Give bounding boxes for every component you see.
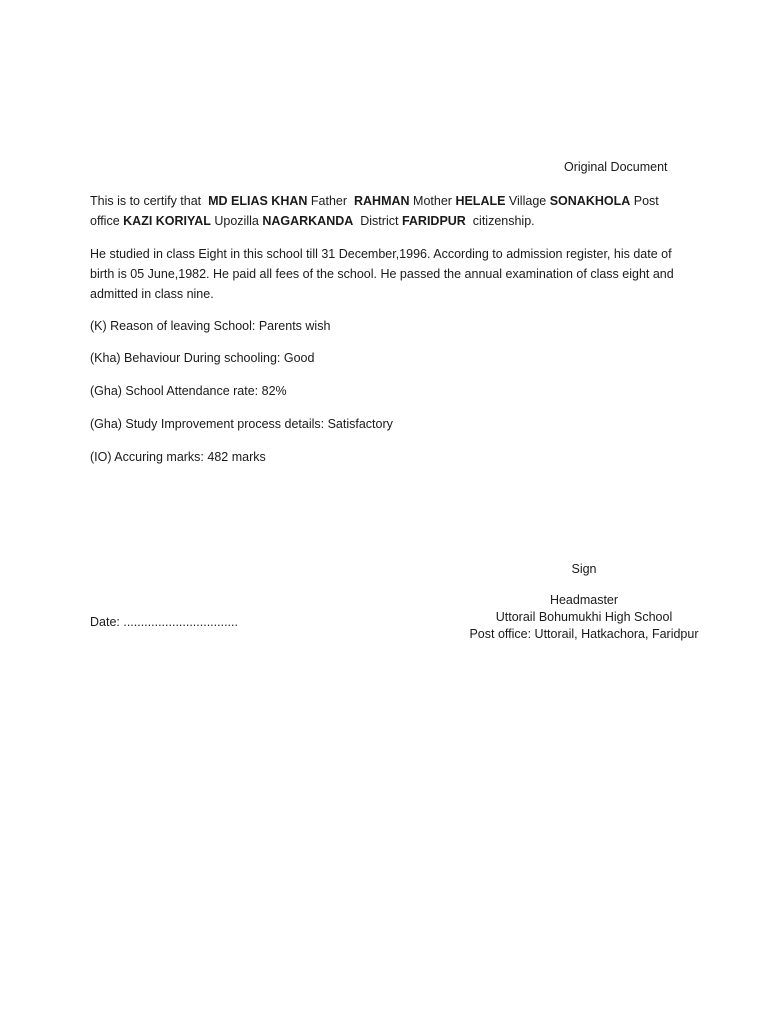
father-name: RAHMAN (354, 194, 410, 208)
study-paragraph: He studied in class Eight in this school till 31 December,1996. According to admission register, his date of birth is 05 June,1982. He paid all fees of the school. He passed the annual examination of class eight and admitted in class nine. (90, 247, 674, 301)
post-office-name: KAZI KORIYAL (123, 214, 211, 228)
mother-label: Mother (413, 194, 452, 208)
district-label: District (360, 214, 399, 228)
detail-behaviour: (Kha) Behaviour During schooling: Good (90, 351, 315, 365)
village-label: Village (508, 194, 547, 208)
date-line: Date: ................................. (90, 615, 238, 629)
post-office-label: Post office (90, 194, 659, 228)
district-name: FARIDPUR (401, 214, 466, 228)
citizenship-text: citizenship. (472, 214, 535, 228)
headmaster-title: Headmaster (549, 593, 619, 607)
certify-intro: This is to certify that (90, 194, 202, 208)
school-address: Post office: Uttorail, Hatkachora, Faridpur (469, 627, 699, 641)
student-name: MD ELIAS KHAN (208, 194, 308, 208)
father-label: Father (310, 194, 348, 208)
village-name: SONAKHOLA (549, 194, 631, 208)
detail-attendance: (Gha) School Attendance rate: 82% (90, 384, 287, 398)
detail-leaving-reason: (K) Reason of leaving School: Parents wish (90, 319, 331, 333)
certify-paragraph (90, 191, 680, 231)
school-name: Uttorail Bohumukhi High School (495, 610, 673, 624)
signature-block (440, 561, 728, 643)
document-header: Original Document (564, 160, 668, 174)
detail-marks: (IO) Accuring marks: 482 marks (90, 450, 266, 464)
detail-study-improvement: (Gha) Study Improvement process details: Satisfactory (90, 417, 393, 431)
upozilla-name: NAGARKANDA (262, 214, 354, 228)
mother-name: HELALE (455, 194, 506, 208)
sign-label: Sign (571, 562, 597, 576)
upozilla-label: Upozilla (214, 214, 259, 228)
